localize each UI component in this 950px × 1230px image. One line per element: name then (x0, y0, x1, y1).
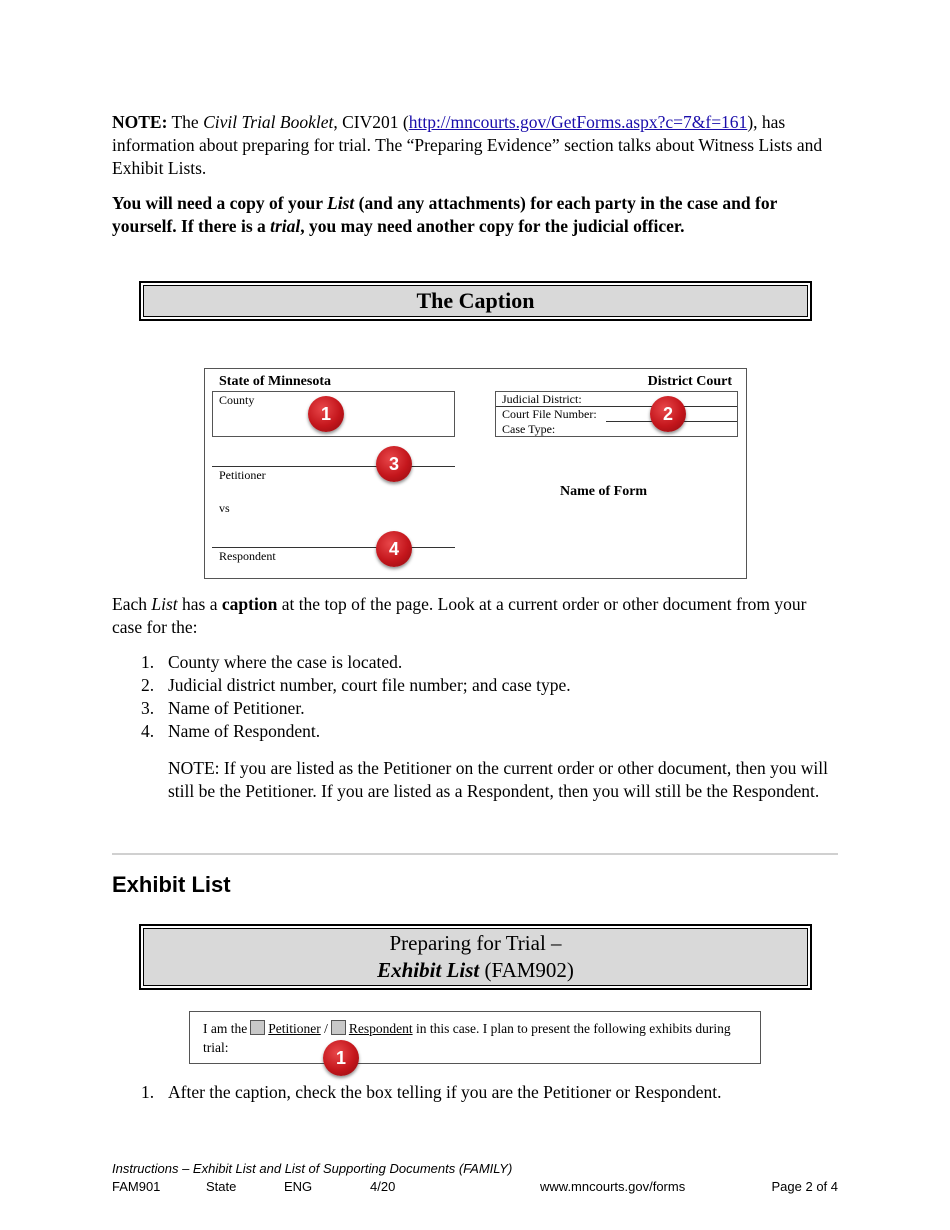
list-item: 1. County where the case is located. (141, 652, 403, 672)
footer-form-code: FAM901 (112, 1179, 161, 1194)
exhibit-banner-line1: Preparing for Trial – (389, 931, 562, 955)
exhibit-steps-list (112, 1081, 838, 1104)
caption-paragraph: Each List has a caption at the top of the page. Look at a current order or other document from your case for the: (112, 594, 807, 637)
exhibit-banner-line2: Exhibit List (FAM902) (377, 958, 574, 982)
state-label: State of Minnesota (219, 374, 331, 389)
court-label: District Court (647, 374, 732, 389)
footer-lang: ENG (284, 1179, 313, 1194)
section-divider (112, 853, 838, 855)
court-info-box (495, 391, 738, 437)
caption-steps-list (112, 651, 838, 743)
footer-page-number: Page 2 of 4 (771, 1179, 838, 1194)
exhibit-sample: I am the Petitioner / Respondent in this case. I plan to present the following exhibits during trial: 1 (189, 1011, 761, 1064)
badge-court-info: 2 (650, 396, 686, 432)
name-of-form-label: Name of Form (560, 484, 648, 499)
divider-line (496, 406, 737, 407)
list-item: 3. Name of Petitioner. (141, 698, 305, 718)
respondent-checkbox[interactable] (331, 1020, 346, 1035)
badge-exhibit-party: 1 (323, 1040, 359, 1076)
petitioner-checkbox[interactable] (250, 1020, 265, 1035)
caption-banner (139, 281, 812, 321)
note-label: NOTE: (112, 112, 168, 132)
booklet-title: Civil Trial Booklet (203, 112, 334, 132)
badge-petitioner: 3 (376, 446, 412, 482)
respondent-label: Respondent (219, 549, 276, 563)
caption-note: NOTE: If you are listed as the Petitioner on the current order or other document, then you will still be the Petitioner. If you are listed as a Respondent, then you will still be the Respondent. (168, 758, 828, 801)
exhibit-list-heading: Exhibit List (112, 872, 231, 897)
note-paragraph: NOTE: The Civil Trial Booklet, CIV201 (http://mncourts.gov/GetForms.aspx?c=7&f=161), has information about preparing for trial. The “Preparing Evidence” section talks about Witness Lists and Exhibit Lists. (112, 112, 823, 178)
footer-date: 4/20 (370, 1179, 396, 1194)
footer-state: State (206, 1179, 237, 1194)
footer-doc-title: Instructions – Exhibit List and List of Supporting Documents (FAMILY) (112, 1161, 513, 1176)
caption-banner-title: The Caption (416, 288, 535, 313)
court-file-number-label: Court File Number: (502, 407, 597, 421)
county-label: County (219, 393, 255, 407)
getforms-link[interactable]: http://mncourts.gov/GetForms.aspx?c=7&f=161 (408, 112, 748, 132)
caption-sample (204, 368, 747, 579)
case-type-label: Case Type: (502, 422, 556, 436)
vs-label: vs (219, 501, 230, 515)
judicial-district-label: Judicial District: (502, 392, 582, 406)
respondent-option: Respondent (348, 1021, 413, 1036)
petitioner-label: Petitioner (219, 468, 266, 482)
petitioner-option: Petitioner (268, 1021, 321, 1036)
petitioner-line (212, 466, 455, 467)
badge-respondent: 4 (376, 531, 412, 567)
badge-county: 1 (308, 396, 344, 432)
copy-instruction: You will need a copy of your List (and any attachments) for each party in the case and for yourself. If there is a trial, you may need another copy for the judicial officer. (112, 193, 778, 236)
footer-url[interactable]: www.mncourts.gov/forms (540, 1179, 686, 1194)
list-item: 1. After the caption, check the box telling if you are the Petitioner or Respondent. (141, 1082, 722, 1102)
list-item: 2. Judicial district number, court file number; and case type. (141, 675, 571, 695)
exhibit-banner (139, 924, 812, 990)
respondent-line (212, 547, 455, 548)
list-item: 4. Name of Respondent. (141, 721, 321, 741)
